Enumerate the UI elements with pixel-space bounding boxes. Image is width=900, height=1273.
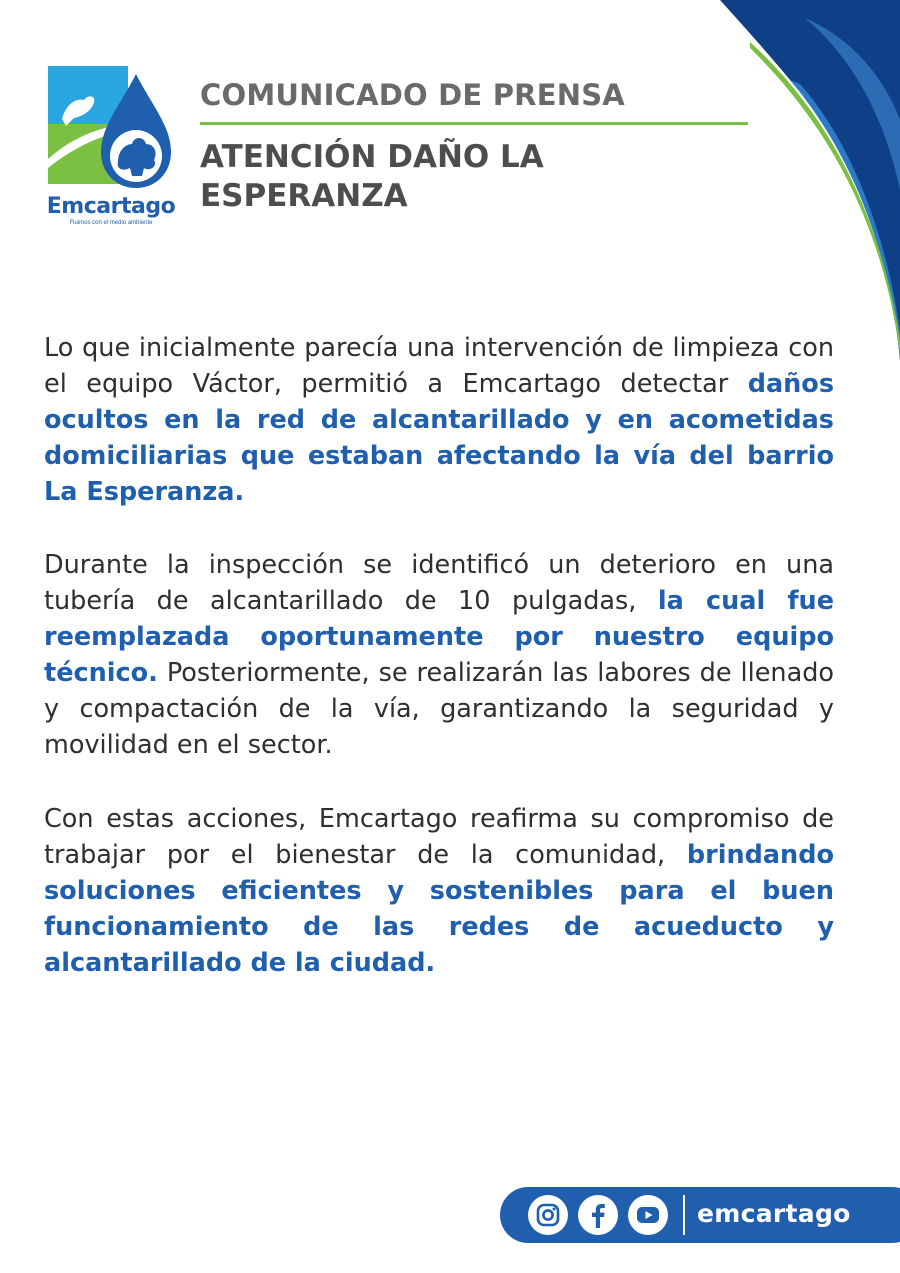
paragraph-2-text-end: Posteriormente, se realizarán las labores de llenado y compactación de la vía, garantizando la seguridad y movilidad en el sector. (44, 658, 834, 760)
social-separator (683, 1195, 685, 1235)
paragraph-3 (44, 801, 834, 981)
paragraph-1-text: Lo que inicialmente parecía una intervención de limpieza con el equipo Váctor, permitió a Emcartago detectar (44, 333, 834, 399)
document-kicker: COMUNICADO DE PRENSA (200, 78, 625, 112)
paragraph-2 (44, 547, 834, 763)
youtube-icon[interactable] (628, 1195, 668, 1235)
logo-wordmark: Emcartago (46, 194, 176, 219)
logo-tagline: Fluimos con el medio ambiente (69, 220, 153, 226)
paragraph-3-text: Con estas acciones, Emcartago reafirma su compromiso de trabajar por el bienestar de la comunidad, (44, 804, 834, 870)
header-divider (200, 122, 748, 125)
paragraph-2-text: Durante la inspección se identificó un deterioro en una tubería de alcantarillado de 10 pulgadas, (44, 550, 834, 616)
emcartago-logo (46, 64, 176, 229)
paragraph-1-highlight: daños ocultos en la red de alcantarillado y en acometidas domiciliarias que estaban afectando la vía del barrio La Esperanza. (44, 369, 834, 507)
logo-mark-icon (46, 64, 176, 194)
paragraph-3-highlight: brindando soluciones eficientes y sostenibles para el buen funcionamiento de las redes de acueducto y alcantarillado de la ciudad. (44, 840, 834, 978)
document-headline: ATENCIÓN DAÑO LA ESPERANZA (200, 139, 544, 214)
instagram-icon[interactable] (528, 1195, 568, 1235)
paragraph-2-highlight: la cual fue reemplazada oportunamente por nuestro equipo técnico. (44, 586, 835, 688)
paragraph-1 (44, 330, 834, 510)
social-media-bar (500, 1187, 900, 1243)
social-handle[interactable]: emcartago (697, 1199, 851, 1228)
facebook-icon[interactable] (578, 1195, 618, 1235)
